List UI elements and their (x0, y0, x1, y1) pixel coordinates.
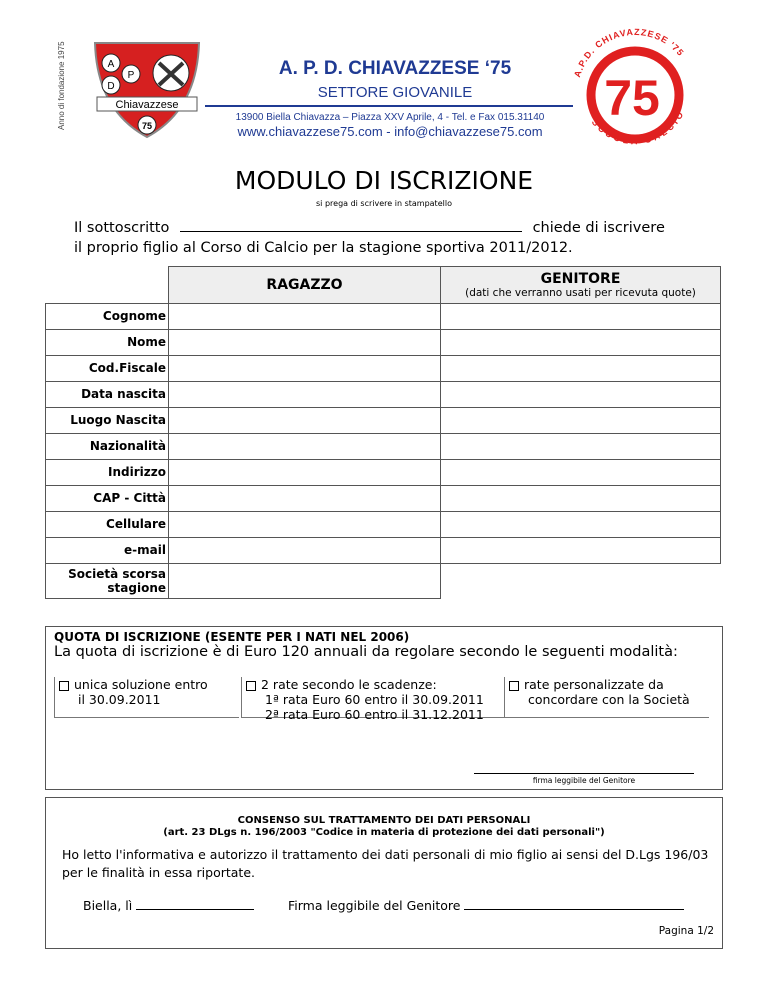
row-label-nazionalita: Nazionalità (46, 433, 169, 459)
row-label-nome: Nome (46, 329, 169, 355)
option-single-text-1: unica soluzione entro (74, 677, 208, 692)
ragazzo-societa-field[interactable] (169, 563, 441, 598)
club-shield-logo (87, 35, 207, 145)
page-number: Pagina 1/2 (658, 925, 714, 937)
consent-place-label: Biella, lì (83, 898, 133, 913)
row-label-cod-fiscale: Cod.Fiscale (46, 355, 169, 381)
genitore-luogo-nascita-field[interactable] (441, 407, 721, 433)
subscriber-name-field[interactable] (180, 219, 522, 232)
sector-name: SETTORE GIOVANILE (317, 84, 473, 101)
shield-letter-a: A (107, 59, 115, 70)
option-two-text-2: 1ª rata Euro 60 entro il 30.09.2011 (265, 692, 484, 707)
option-custom-text-1: rate personalizzate da (524, 677, 664, 692)
option-custom-text-2: concordare con la Società (528, 692, 690, 707)
col-genitore-title: GENITORE (540, 270, 621, 287)
option-single-text-2: il 30.09.2011 (78, 692, 161, 707)
genitore-nome-field[interactable] (441, 329, 721, 355)
ragazzo-nazionalita-field[interactable] (169, 433, 441, 459)
genitore-cod-fiscale-field[interactable] (441, 355, 721, 381)
consent-subtitle: (art. 23 DLgs n. 196/2003 "Codice in materia di protezione dei dati personali") (163, 827, 605, 838)
genitore-indirizzo-field[interactable] (441, 459, 721, 485)
ragazzo-cellulare-field[interactable] (169, 511, 441, 537)
scuola-calcio-logo (560, 20, 710, 155)
logo-top-text: A.P.D. CHIAVAZZESE '75 (572, 26, 687, 79)
intro-text (74, 218, 734, 258)
option-two-text-1: 2 rate secondo le scadenze: (261, 677, 437, 692)
quota-subtitle: La quota di iscrizione è di Euro 120 annuali da regolare secondo le seguenti modalità: (54, 644, 678, 660)
consent-place (83, 898, 254, 913)
form-title: MODULO DI ISCRIZIONE (234, 166, 534, 195)
row-label-indirizzo: Indirizzo (46, 459, 169, 485)
club-address: 13900 Biella Chiavazza – Piazza XXV Aprile, 4 - Tel. e Fax 015.31140 (235, 112, 545, 123)
col-genitore (441, 267, 721, 304)
row-label-cap-citta: CAP - Città (46, 485, 169, 511)
ragazzo-cod-fiscale-field[interactable] (169, 355, 441, 381)
consent-section (45, 797, 723, 949)
consent-title: CONSENSO SUL TRATTAMENTO DEI DATI PERSONALI (237, 815, 531, 826)
quota-title: QUOTA DI ISCRIZIONE (ESENTE PER I NATI NEL 2006) (54, 630, 410, 644)
header-divider (205, 105, 573, 107)
ragazzo-email-field[interactable] (169, 537, 441, 563)
shield-letter-d: D (107, 81, 115, 92)
row-label-email: e-mail (46, 537, 169, 563)
consent-signature (288, 898, 684, 913)
ragazzo-indirizzo-field[interactable] (169, 459, 441, 485)
option-two-text-3: 2ª rata Euro 60 entro il 31.12.2011 (265, 707, 484, 722)
option-custom-installments (504, 677, 709, 718)
genitore-nazionalita-field[interactable] (441, 433, 721, 459)
genitore-cellulare-field[interactable] (441, 511, 721, 537)
club-web-email: www.chiavazzese75.com - info@chiavazzese75.com (237, 124, 543, 139)
row-label-data-nascita: Data nascita (46, 381, 169, 407)
genitore-email-field[interactable] (441, 537, 721, 563)
shield-name: Chiavazzese (115, 99, 179, 111)
quota-section (45, 626, 723, 790)
genitore-cap-citta-field[interactable] (441, 485, 721, 511)
ragazzo-cognome-field[interactable] (169, 303, 441, 329)
club-name: A. P. D. CHIAVAZZESE ‘75 (278, 58, 512, 79)
row-label-luogo-nascita: Luogo Nascita (46, 407, 169, 433)
ragazzo-luogo-nascita-field[interactable] (169, 407, 441, 433)
row-label-cellulare: Cellulare (46, 511, 169, 537)
quota-signature-label: firma leggibile del Genitore (532, 776, 636, 785)
col-ragazzo: RAGAZZO (169, 267, 441, 304)
logo-number: 75 (604, 70, 660, 126)
consent-signature-label: Firma leggibile del Genitore (288, 898, 461, 913)
consent-date-field[interactable] (136, 899, 254, 910)
consent-signature-field[interactable] (464, 899, 684, 910)
shield-number: 75 (141, 121, 153, 131)
intro-course: il proprio figlio al Corso di Calcio per la stagione sportiva 2011/2012. (74, 240, 573, 256)
intro-subject-label: Il sottoscritto (74, 220, 170, 236)
option-single-payment (54, 677, 239, 718)
foundation-year-text: Anno di fondazione 1975 (57, 41, 66, 130)
row-label-societa: Società scorsa stagione (46, 563, 169, 598)
ragazzo-cap-citta-field[interactable] (169, 485, 441, 511)
registration-table (45, 266, 721, 599)
logo-bottom-text: SCUOLA CALCIO (589, 107, 687, 147)
option-two-installments (241, 677, 504, 722)
intro-request: chiede di iscrivere (532, 220, 665, 236)
ragazzo-nome-field[interactable] (169, 329, 441, 355)
consent-text: Ho letto l'informativa e autorizzo il trattamento dei dati personali di mio figlio ai sensi del D.Lgs 196/03 per le finalità in essa riportate. (62, 847, 709, 880)
col-genitore-note: (dati che verranno usati per ricevuta quote) (465, 286, 696, 299)
form-note: si prega di scrivere in stampatello (316, 199, 452, 208)
genitore-data-nascita-field[interactable] (441, 381, 721, 407)
row-label-cognome: Cognome (46, 303, 169, 329)
option-two-checkbox[interactable] (246, 681, 256, 691)
option-single-checkbox[interactable] (59, 681, 69, 691)
quota-signature-line[interactable] (474, 773, 694, 774)
ragazzo-data-nascita-field[interactable] (169, 381, 441, 407)
shield-letter-p: P (127, 70, 135, 81)
genitore-cognome-field[interactable] (441, 303, 721, 329)
option-custom-checkbox[interactable] (509, 681, 519, 691)
